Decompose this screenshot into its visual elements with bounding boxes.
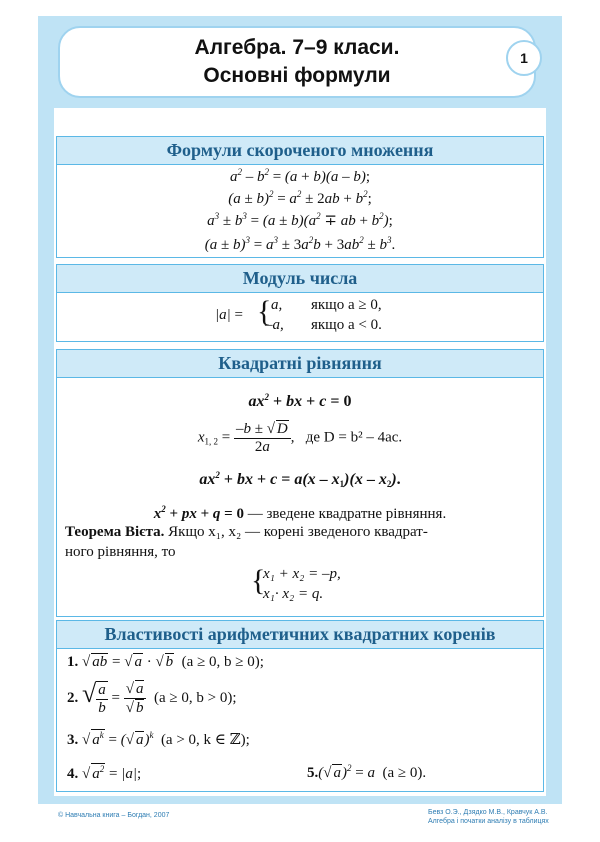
section-square-root-properties (56, 620, 544, 792)
page-title-line-2: Основні формули (203, 64, 391, 87)
quadratic-general-form: $ax^2$ + bx + c = 0 (248, 392, 352, 410)
formula-square-of-sum: $(a \pm b)^2 = a^2 \pm 2ab + b^2$; (228, 189, 372, 207)
vieta-keyword: Теорема Вієта. (65, 524, 165, 540)
bottom-border-band (38, 796, 562, 804)
property-5: 5.(√ a)$^2$ = a (a ≥ 0). (307, 763, 427, 781)
property-1: 1. √ ab = √ a · √ b (a ≥ 0, b ≥ 0); (67, 654, 264, 670)
modulus-case-1-condition: якщо a ≥ 0, (311, 297, 382, 313)
property-3-condition: (a > 0, k ∈ ℤ); (160, 732, 250, 748)
section-title: Властивості арифметичних квадратних коренів (57, 621, 543, 649)
property-2: 2. √ $\frac{a}{b}$ = $\frac{√ a}{√ b}$ (a ≥ 0, b > 0); (67, 679, 237, 717)
roots-fraction: $\frac{-b \pm √ D}{2a}$ (234, 420, 291, 456)
left-border-band (38, 108, 54, 798)
section-quadratic-equations (56, 349, 544, 617)
modulus-lhs: |a| = (215, 307, 243, 323)
formula-cube-of-sum: $(a \pm b)^3 = a^3 \pm 3a^2b + 3ab^2 \pm b^3$. (204, 235, 396, 253)
reduced-quadratic: $x^2$ + px + q = 0 — зведене квадратне рівняння. (153, 504, 447, 522)
right-border-band (546, 108, 562, 798)
property-3: 3. √ $a^k$ = (√ a)$^k$ (a > 0, k ∈ ℤ); (67, 730, 250, 748)
discriminant-text: де D = b² – 4ac. (305, 429, 403, 446)
footer-copyright: © Навчальна книга – Богдан, 2007 (58, 812, 170, 819)
formula-difference-of-squares: $a^2 - b^2 = (a + b)(a - b)$; (229, 167, 371, 185)
section-title: Квадратні рівняння (57, 350, 543, 378)
property-2-condition: (a ≥ 0, b > 0); (153, 690, 237, 706)
property-5-condition: (a ≥ 0). (382, 765, 427, 781)
modulus-case-2-condition: якщо a < 0. (311, 317, 382, 333)
footer-authors (428, 808, 558, 826)
section-modulus (56, 264, 544, 342)
formula-sum-of-cubes: $a^3 \pm b^3 = (a \pm b)(a^2$ ∓ ab + $b^2$); (207, 211, 393, 229)
vieta-product: x₁· x₂ = q. (263, 586, 324, 602)
page-number-badge: 1 (506, 40, 542, 76)
header-band (38, 16, 562, 108)
section-title: Формули скороченого множення (57, 137, 543, 165)
title-box (58, 26, 536, 98)
footer-authors-line-1: Бевз О.Э., Дзядко М.В., Кравчук А.В. (428, 809, 548, 816)
footer-authors-line-2: Алгебра і початки аналізу в таблицях (428, 818, 549, 825)
modulus-case-2-value: –a, (265, 317, 284, 333)
vieta-text-1: Якщо x₁, x₂ — корені зведеного квадрат- (168, 524, 428, 540)
vieta-sum: x₁ + x₂ = –p, (263, 566, 341, 582)
modulus-case-1-value: a, (271, 297, 283, 313)
section-short-multiplication (56, 136, 544, 258)
section-title: Модуль числа (57, 265, 543, 293)
reduced-label: — зведене квадратне рівняння. (247, 506, 447, 522)
page-title-line-1: Алгебра. 7–9 класи. (194, 36, 400, 59)
property-1-condition: (a ≥ 0, b ≥ 0); (181, 654, 264, 670)
brace-icon: { (251, 564, 266, 597)
brace-icon: { (257, 295, 272, 328)
vieta-theorem-line-1 (65, 524, 428, 541)
quadratic-roots-formula: $x_{1, 2}$ = $\frac{-b \pm √ D}{2a}$ , де D = b² – 4ac. (197, 421, 403, 455)
vieta-text-2: ного рівняння, то (65, 544, 176, 560)
quadratic-factorization: $ax^2$ + bx + $c = a(x - x_1)(x - x_2)$. (199, 470, 401, 489)
property-4: 4. √ $a^2 = |a|$; (67, 764, 142, 782)
